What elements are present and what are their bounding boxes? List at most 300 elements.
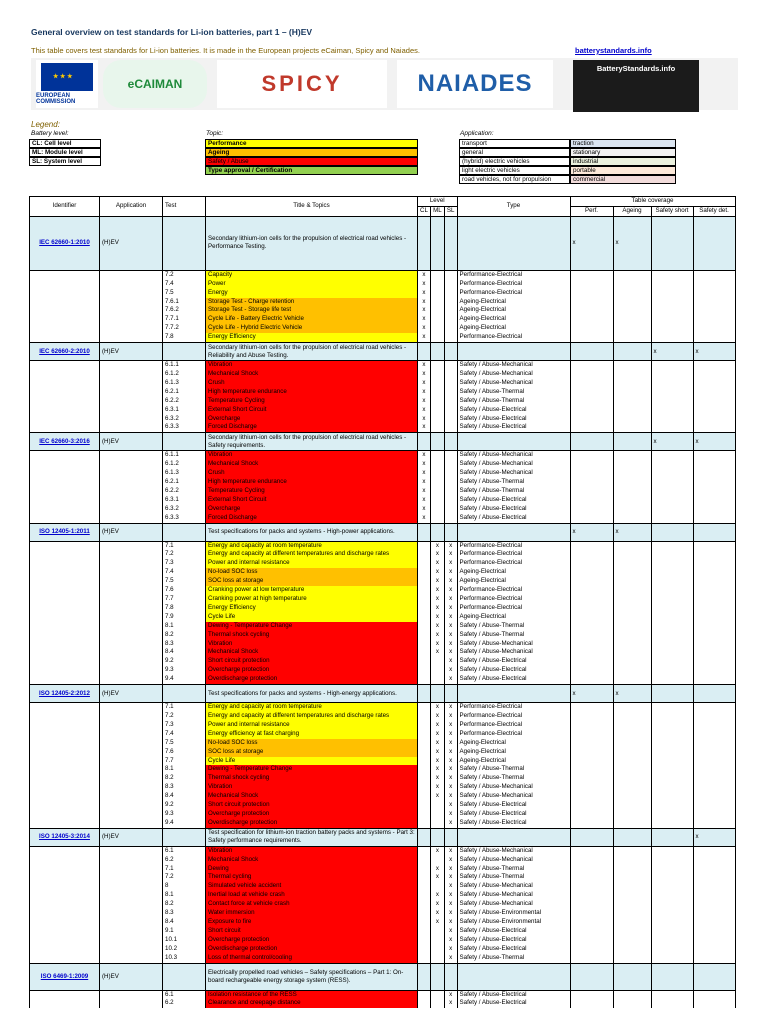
level-sl: x (444, 918, 457, 927)
test-identifier (30, 496, 100, 505)
coverage-safety-det (693, 757, 735, 766)
level-cl: x (418, 388, 431, 397)
test-topic: Exposure to fire (206, 918, 418, 927)
test-clause: 8.4 (163, 792, 206, 801)
header-coverage: Table coverage (570, 197, 735, 207)
level-sl: x (444, 757, 457, 766)
level-sl: x (444, 945, 457, 954)
test-topic: Thermal shock cycling (206, 774, 418, 783)
header-type: Type (457, 197, 570, 217)
level-sl: x (444, 613, 457, 622)
test-row (30, 712, 736, 721)
test-row (30, 999, 736, 1008)
test-identifier (30, 657, 100, 666)
level-cl: x (418, 306, 431, 315)
test-topic: High temperature endurance (206, 478, 418, 487)
level-cl: x (418, 370, 431, 379)
test-row (30, 792, 736, 801)
test-identifier (30, 990, 100, 999)
level-cl: x (418, 487, 431, 496)
site-link[interactable]: batterystandards.info (575, 46, 652, 55)
standard-type (457, 828, 570, 846)
test-clause: 9.4 (163, 675, 206, 684)
test-type: Safety / Abuse-Electrical (457, 927, 570, 936)
level-cl (418, 675, 431, 684)
standard-id-link[interactable]: ISO 12405-3:2014 (30, 828, 100, 846)
coverage-ageing (613, 748, 651, 757)
coverage-perf (570, 631, 613, 640)
test-topic: Energy efficiency at fast charging (206, 730, 418, 739)
test-row (30, 298, 736, 307)
standard-row (30, 343, 736, 361)
standard-id-link[interactable]: ISO 12405-1:2011 (30, 523, 100, 541)
header-safety-det: Safety det. (693, 206, 735, 216)
coverage-perf (570, 774, 613, 783)
test-clause: 7.1 (163, 865, 206, 874)
test-clause: 7.6.1 (163, 298, 206, 307)
level-ml: x (430, 613, 444, 622)
test-row (30, 496, 736, 505)
test-clause: 7.5 (163, 577, 206, 586)
test-type: Safety / Abuse-Electrical (457, 999, 570, 1008)
coverage-ageing (613, 604, 651, 613)
level-cl: x (418, 415, 431, 424)
test-clause: 6.2.1 (163, 388, 206, 397)
test-type: Safety / Abuse-Electrical (457, 819, 570, 828)
coverage-safety-short (651, 298, 693, 307)
test-type: Ageing-Electrical (457, 324, 570, 333)
coverage-safety-det (693, 568, 735, 577)
coverage-perf (570, 379, 613, 388)
coverage-safety-det (693, 945, 735, 954)
test-topic: Overcharge (206, 505, 418, 514)
test-type: Safety / Abuse-Electrical (457, 666, 570, 675)
test-identifier (30, 891, 100, 900)
coverage-safety-det (693, 954, 735, 963)
test-clause: 6.3.3 (163, 514, 206, 523)
level-cl (418, 568, 431, 577)
level-cl (418, 613, 431, 622)
coverage-safety-short (651, 792, 693, 801)
test-application (100, 657, 163, 666)
coverage-safety-short (651, 954, 693, 963)
coverage-safety-det: x (693, 828, 735, 846)
test-row (30, 460, 736, 469)
coverage-perf (570, 469, 613, 478)
test-identifier (30, 604, 100, 613)
coverage-safety-short (651, 757, 693, 766)
level-ml: x (430, 703, 444, 712)
test-row (30, 801, 736, 810)
test-application (100, 748, 163, 757)
level-cl: x (418, 406, 431, 415)
standard-id-link[interactable]: IEC 62660-1:2010 (30, 216, 100, 270)
coverage-ageing (613, 963, 651, 990)
test-application (100, 370, 163, 379)
coverage-ageing (613, 675, 651, 684)
level-cl (418, 891, 431, 900)
header-perf: Perf. (570, 206, 613, 216)
test-application (100, 774, 163, 783)
coverage-perf (570, 604, 613, 613)
coverage-safety-short (651, 783, 693, 792)
coverage-safety-short (651, 478, 693, 487)
test-topic: Cycle Life (206, 613, 418, 622)
test-clause: 8.3 (163, 909, 206, 918)
test-identifier (30, 306, 100, 315)
test-row (30, 415, 736, 424)
level-ml: x (430, 577, 444, 586)
coverage-perf (570, 999, 613, 1008)
test-type: Safety / Abuse-Mechanical (457, 891, 570, 900)
test-identifier (30, 865, 100, 874)
test-topic: High temperature endurance (206, 388, 418, 397)
coverage-perf (570, 514, 613, 523)
coverage-perf (570, 487, 613, 496)
test-clause: 7.4 (163, 730, 206, 739)
test-clause: 10.1 (163, 936, 206, 945)
legend-application-category: stationary (570, 148, 676, 157)
level-sl: x (444, 873, 457, 882)
standard-test (163, 433, 206, 451)
coverage-safety-short (651, 748, 693, 757)
test-row (30, 397, 736, 406)
test-clause: 7.1 (163, 541, 206, 550)
test-topic: Overcharge protection (206, 666, 418, 675)
coverage-safety-short (651, 324, 693, 333)
test-identifier (30, 774, 100, 783)
coverage-safety-short (651, 613, 693, 622)
test-application (100, 640, 163, 649)
test-clause: 7.5 (163, 739, 206, 748)
level-cl: x (418, 451, 431, 460)
test-application (100, 990, 163, 999)
test-type: Safety / Abuse-Mechanical (457, 846, 570, 855)
test-identifier (30, 478, 100, 487)
test-topic: Mechanical Shock (206, 648, 418, 657)
coverage-perf (570, 478, 613, 487)
level-ml: x (430, 586, 444, 595)
test-identifier (30, 748, 100, 757)
coverage-perf (570, 873, 613, 882)
test-identifier (30, 370, 100, 379)
coverage-safety-det (693, 792, 735, 801)
test-clause: 7.2 (163, 712, 206, 721)
coverage-safety-det (693, 306, 735, 315)
coverage-perf (570, 712, 613, 721)
coverage-perf (570, 865, 613, 874)
level-ml (430, 963, 444, 990)
coverage-ageing (613, 810, 651, 819)
test-type: Performance-Electrical (457, 550, 570, 559)
coverage-ageing (613, 774, 651, 783)
coverage-ageing (613, 568, 651, 577)
coverage-ageing (613, 622, 651, 631)
legend-system-level: SL: System level (29, 157, 101, 166)
level-cl (418, 918, 431, 927)
coverage-ageing (613, 496, 651, 505)
coverage-ageing (613, 541, 651, 550)
test-topic: Thermal cycling (206, 873, 418, 882)
naiades-logo (397, 60, 553, 108)
level-sl (444, 505, 457, 514)
coverage-perf (570, 333, 613, 342)
test-topic: Overdischarge protection (206, 819, 418, 828)
standard-row (30, 433, 736, 451)
coverage-safety-short (651, 990, 693, 999)
coverage-perf (570, 586, 613, 595)
level-ml (430, 415, 444, 424)
level-ml: x (430, 568, 444, 577)
coverage-ageing (613, 343, 651, 361)
level-cl: x (418, 270, 431, 279)
coverage-ageing (613, 577, 651, 586)
test-type: Safety / Abuse-Mechanical (457, 460, 570, 469)
test-clause: 8.2 (163, 774, 206, 783)
level-sl: x (444, 595, 457, 604)
coverage-ageing (613, 666, 651, 675)
level-cl: x (418, 298, 431, 307)
test-type: Safety / Abuse-Electrical (457, 415, 570, 424)
coverage-ageing (613, 631, 651, 640)
level-sl (444, 828, 457, 846)
test-type: Safety / Abuse-Mechanical (457, 451, 570, 460)
level-ml: x (430, 640, 444, 649)
test-type: Safety / Abuse-Mechanical (457, 856, 570, 865)
coverage-safety-short (651, 945, 693, 954)
coverage-safety-det (693, 613, 735, 622)
standard-id-link[interactable]: IEC 62660-2:2010 (30, 343, 100, 361)
coverage-ageing (613, 423, 651, 432)
coverage-ageing (613, 819, 651, 828)
eu-flag-icon (41, 63, 93, 91)
test-topic: Energy and capacity at room temperature (206, 703, 418, 712)
test-row (30, 990, 736, 999)
coverage-perf (570, 315, 613, 324)
test-row (30, 936, 736, 945)
test-topic: Storage Test - Storage life test (206, 306, 418, 315)
level-sl (444, 289, 457, 298)
level-ml (430, 280, 444, 289)
legend-topic-ageing: Ageing (205, 148, 418, 157)
test-type: Performance-Electrical (457, 721, 570, 730)
coverage-ageing (613, 936, 651, 945)
standard-id-link[interactable]: ISO 6469-1:2009 (30, 963, 100, 990)
test-row (30, 280, 736, 289)
test-topic: Power and internal resistance (206, 721, 418, 730)
test-type: Safety / Abuse-Mechanical (457, 882, 570, 891)
coverage-safety-short (651, 604, 693, 613)
test-type: Ageing-Electrical (457, 748, 570, 757)
standard-test (163, 343, 206, 361)
standard-test (163, 523, 206, 541)
test-application (100, 289, 163, 298)
level-cl (418, 541, 431, 550)
coverage-safety-short (651, 810, 693, 819)
test-identifier (30, 361, 100, 370)
level-sl (444, 451, 457, 460)
coverage-safety-short (651, 765, 693, 774)
test-application (100, 541, 163, 550)
level-sl: x (444, 927, 457, 936)
test-clause: 6.3.1 (163, 406, 206, 415)
coverage-perf: x (570, 685, 613, 703)
level-cl (418, 856, 431, 865)
test-application (100, 478, 163, 487)
test-identifier (30, 801, 100, 810)
coverage-safety-short (651, 819, 693, 828)
level-sl: x (444, 730, 457, 739)
coverage-perf (570, 828, 613, 846)
test-type: Ageing-Electrical (457, 577, 570, 586)
level-cl (418, 739, 431, 748)
coverage-ageing (613, 550, 651, 559)
ecaiman-logo (103, 60, 207, 108)
test-clause: 7.3 (163, 559, 206, 568)
test-clause: 7.7 (163, 757, 206, 766)
level-ml (430, 315, 444, 324)
coverage-safety-det (693, 559, 735, 568)
test-identifier (30, 712, 100, 721)
coverage-safety-short (651, 712, 693, 721)
test-type: Performance-Electrical (457, 586, 570, 595)
coverage-safety-det (693, 370, 735, 379)
coverage-perf (570, 613, 613, 622)
test-topic: Energy and capacity at room temperature (206, 541, 418, 550)
level-ml (430, 514, 444, 523)
test-application (100, 730, 163, 739)
level-ml: x (430, 918, 444, 927)
level-sl: x (444, 577, 457, 586)
level-cl (418, 685, 431, 703)
test-clause: 8.2 (163, 631, 206, 640)
coverage-safety-short (651, 739, 693, 748)
test-clause: 6.1.3 (163, 379, 206, 388)
level-cl: x (418, 379, 431, 388)
coverage-safety-det (693, 361, 735, 370)
test-identifier (30, 388, 100, 397)
coverage-safety-det (693, 739, 735, 748)
test-application (100, 559, 163, 568)
test-topic: No-load SOC loss (206, 739, 418, 748)
test-clause: 7.4 (163, 280, 206, 289)
coverage-safety-short (651, 685, 693, 703)
test-identifier (30, 846, 100, 855)
level-cl: x (418, 496, 431, 505)
legend-application-category: portable (570, 166, 676, 175)
level-ml: x (430, 631, 444, 640)
coverage-ageing (613, 927, 651, 936)
coverage-ageing: x (613, 523, 651, 541)
coverage-safety-short (651, 657, 693, 666)
coverage-safety-short (651, 730, 693, 739)
coverage-perf (570, 648, 613, 657)
coverage-safety-short (651, 900, 693, 909)
coverage-safety-short (651, 505, 693, 514)
header-sl: SL (444, 206, 457, 216)
test-row (30, 810, 736, 819)
coverage-safety-det (693, 999, 735, 1008)
coverage-perf (570, 406, 613, 415)
coverage-perf (570, 622, 613, 631)
test-type: Safety / Abuse-Electrical (457, 423, 570, 432)
header-title: Title & Topics (206, 197, 418, 217)
test-clause: 6.3.2 (163, 505, 206, 514)
coverage-perf (570, 846, 613, 855)
header-safety-short: Safety short (651, 206, 693, 216)
level-cl (418, 873, 431, 882)
test-type: Safety / Abuse-Electrical (457, 936, 570, 945)
legend-application-category: traction (570, 139, 676, 148)
test-identifier (30, 379, 100, 388)
coverage-perf (570, 433, 613, 451)
test-topic: SOC loss at storage (206, 748, 418, 757)
coverage-ageing (613, 333, 651, 342)
test-application (100, 306, 163, 315)
level-ml: x (430, 604, 444, 613)
test-topic: Water immersion (206, 909, 418, 918)
coverage-ageing (613, 873, 651, 882)
level-sl (444, 963, 457, 990)
level-cl (418, 900, 431, 909)
test-clause: 8.4 (163, 918, 206, 927)
test-type: Performance-Electrical (457, 595, 570, 604)
test-row (30, 783, 736, 792)
test-type: Safety / Abuse-Environmental (457, 918, 570, 927)
level-ml (430, 306, 444, 315)
test-type: Safety / Abuse-Thermal (457, 487, 570, 496)
level-sl: x (444, 622, 457, 631)
coverage-safety-det (693, 469, 735, 478)
level-cl (418, 990, 431, 999)
coverage-ageing (613, 757, 651, 766)
test-type: Performance-Electrical (457, 541, 570, 550)
coverage-safety-det: x (693, 343, 735, 361)
test-type: Safety / Abuse-Thermal (457, 397, 570, 406)
coverage-safety-short (651, 514, 693, 523)
test-type: Safety / Abuse-Thermal (457, 388, 570, 397)
level-sl (444, 433, 457, 451)
test-topic: Energy Efficiency (206, 333, 418, 342)
level-cl (418, 936, 431, 945)
test-identifier (30, 270, 100, 279)
standard-id-link[interactable]: ISO 12405-2:2012 (30, 685, 100, 703)
level-sl: x (444, 640, 457, 649)
test-row (30, 703, 736, 712)
test-application (100, 909, 163, 918)
test-row (30, 927, 736, 936)
test-application (100, 900, 163, 909)
test-topic: Short circuit protection (206, 657, 418, 666)
test-row (30, 945, 736, 954)
test-topic: Cycle Life (206, 757, 418, 766)
standard-id-link[interactable]: IEC 62660-3:2016 (30, 433, 100, 451)
test-topic: Overcharge (206, 415, 418, 424)
test-application (100, 613, 163, 622)
level-ml (430, 379, 444, 388)
legend-application-item: road vehicles, not for propulsion (459, 175, 570, 184)
coverage-ageing (613, 487, 651, 496)
test-row (30, 379, 736, 388)
test-identifier (30, 460, 100, 469)
level-cl (418, 523, 431, 541)
coverage-safety-det (693, 406, 735, 415)
test-topic: Forced Discharge (206, 423, 418, 432)
level-cl (418, 657, 431, 666)
standard-application: (H)EV (100, 685, 163, 703)
level-sl (444, 361, 457, 370)
coverage-safety-det (693, 873, 735, 882)
